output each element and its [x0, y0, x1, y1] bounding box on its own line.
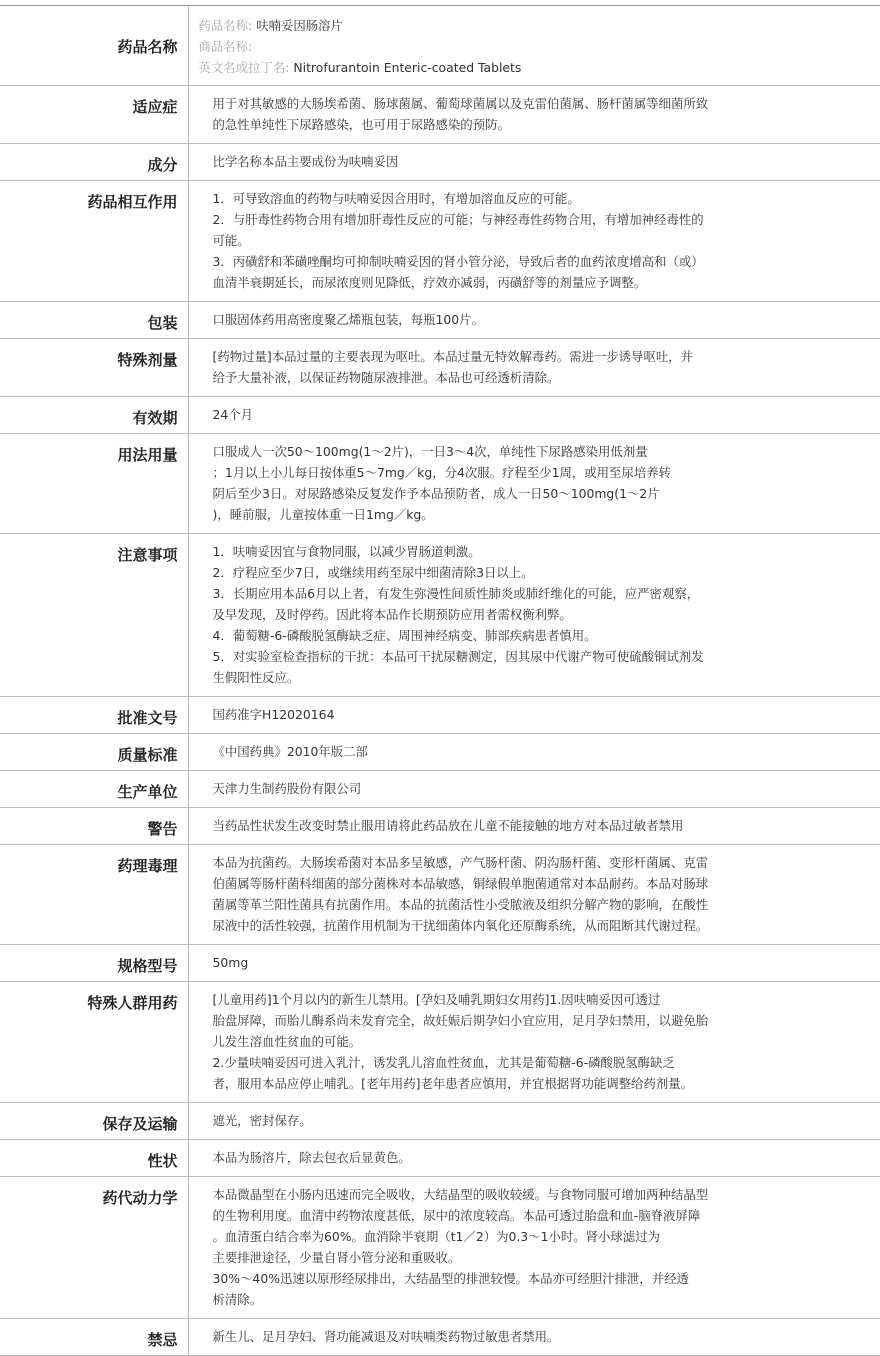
row-indications [0, 86, 880, 144]
label-expiry: 有效期 [0, 397, 188, 434]
value-manufacturer: 天津力生制药股份有限公司 [188, 771, 880, 808]
value-interactions: 1．可导致溶血的药物与呋喃妥因合用时，有增加溶血反应的可能。 2．与肝毒性药物合用有增加肝毒性反应的可能；与神经毒性药物合用，有增加神经毒性的 可能。 3．丙磺舒和苯磺唑酮均可抑制呋喃妥因的肾小管分泌，导致后者的血药浓度增高和（或） 血清半衰期延长，而尿浓度则见降低，疗效亦减弱，丙磺舒等的剂量应予调整。 [188, 181, 880, 302]
value-packaging: 口服固体药用高密度聚乙烯瓶包装，每瓶100片。 [188, 302, 880, 339]
value-appearance: 本品为肠溶片，除去包衣后显黄色。 [188, 1140, 880, 1177]
label-contraindications: 禁忌 [0, 1319, 188, 1356]
label-ingredients: 成分 [0, 144, 188, 181]
label-warning: 警告 [0, 808, 188, 845]
value-storage: 遮光，密封保存。 [188, 1103, 880, 1140]
label-dosage: 用法用量 [0, 434, 188, 534]
value-special-population: [儿童用药]1个月以内的新生儿禁用。[孕妇及哺乳期妇女用药]1.因呋喃妥因可透过 胎盘屏障，而胎儿酶系尚未发育完全，故妊娠后期孕妇小宜应用，足月孕妇禁用，以避免胎 儿发生溶血性贫血的可能。 2.少量呋喃妥因可进入乳汁，诱发乳儿溶血性贫血，尤其是葡萄糖-6-磷酸脱氢酶缺乏 者，服用本品应停止哺乳。[老年用药]老年患者应慎用，并宜根据肾功能调整给药剂量。 [188, 982, 880, 1103]
row-standard [0, 734, 880, 771]
value-contraindications: 新生儿、足月孕妇、肾功能减退及对呋喃类药物过敏患者禁用。 [188, 1319, 880, 1356]
row-overdose [0, 339, 880, 397]
row-warning [0, 808, 880, 845]
value-warning: 当药品性状发生改变时禁止服用请将此药品放在儿童不能接触的地方对本品过敏者禁用 [188, 808, 880, 845]
drug-info-table [0, 5, 880, 1356]
value-standard: 《中国药典》2010年版二部 [188, 734, 880, 771]
label-standard: 质量标准 [0, 734, 188, 771]
trade-name-line [199, 36, 801, 57]
row-drug-name [0, 6, 880, 86]
row-ingredients [0, 144, 880, 181]
label-specification: 规格型号 [0, 945, 188, 982]
value-pharmacology: 本品为抗菌药。大肠埃希菌对本品多呈敏感，产气肠杆菌、阴沟肠杆菌、变形杆菌属、克雷 伯菌属等肠杆菌科细菌的部分菌株对本品敏感，铜绿假单胞菌通常对本品耐药。本品对肠球 菌属等革兰阳性菌具有抗菌作用。本品的抗菌活性小受脓液及组织分解产物的影响，在酸性 尿液中的活性较强，抗菌作用机制为干扰细菌体内氧化还原酶系统，从而阻断其代谢过程。 [188, 845, 880, 945]
generic-name-value: 呋喃妥因肠溶片 [256, 18, 343, 33]
value-overdose: [药物过量]本品过量的主要表现为呕吐。本品过量无特效解毒药。需进一步诱导呕吐，并 给予大量补液，以保证药物随尿液排泄。本品也可经透析清除。 [188, 339, 880, 397]
label-appearance: 性状 [0, 1140, 188, 1177]
value-indications: 用于对其敏感的大肠埃希菌、肠球菌属、葡萄球菌属以及克雷伯菌属、肠杆菌属等细菌所致 的急性单纯性下尿路感染，也可用于尿路感染的预防。 [188, 86, 880, 144]
row-manufacturer [0, 771, 880, 808]
value-ingredients: 比学名称本品主要成份为呋喃妥因 [188, 144, 880, 181]
row-contraindications [0, 1319, 880, 1356]
row-storage [0, 1103, 880, 1140]
value-pharmacokinetics: 本品微晶型在小肠内迅速而完全吸收，大结晶型的吸收较缓。与食物同服可增加两种结晶型 的生物利用度。血清中药物浓度甚低，尿中的浓度较高。本品可透过胎盘和血-脑脊液屏障 。血清蛋白结合率为60%。血消除半衰期（t1／2）为0.3～1小时。肾小球滤过为 主要排泄途径，少量自肾小管分泌和重吸收。 30%～40%迅速以原形经尿排出，大结晶型的排泄较慢。本品亦可经胆汁排泄，并经透 析清除。 [188, 1177, 880, 1319]
value-precautions: 1．呋喃妥因宜与食物同服，以减少胃肠道刺激。 2．疗程应至少7日，或继续用药至尿中细菌清除3日以上。 3．长期应用本品6月以上者，有发生弥漫性间质性肺炎或肺纤维化的可能，应严密观察， 及早发现，及时停药。因此将本品作长期预防应用者需权衡利弊。 4．葡萄糖-6-磷酸脱氢酶缺乏症、周围神经病变、肺部疾病患者慎用。 5．对实验室检查指标的干扰：本品可干扰尿糖测定，因其尿中代谢产物可使硫酸铜试剂发 生假阳性反应。 [188, 534, 880, 697]
label-packaging: 包装 [0, 302, 188, 339]
value-expiry: 24个月 [188, 397, 880, 434]
label-interactions: 药品相互作用 [0, 181, 188, 302]
english-name-value: Nitrofurantoin Enteric-coated Tablets [293, 60, 522, 75]
row-dosage [0, 434, 880, 534]
english-name-key: 英文名或拉丁名: [198, 60, 294, 75]
row-pharmacology [0, 845, 880, 945]
value-drug-name [188, 6, 880, 86]
row-appearance [0, 1140, 880, 1177]
label-indications: 适应症 [0, 86, 188, 144]
label-overdose: 特殊剂量 [0, 339, 188, 397]
row-pharmacokinetics [0, 1177, 880, 1319]
generic-name-line [199, 15, 801, 36]
label-pharmacology: 药理毒理 [0, 845, 188, 945]
row-expiry [0, 397, 880, 434]
generic-name-key: 药品名称: [198, 18, 257, 33]
row-interactions [0, 181, 880, 302]
trade-name-key: 商品名称: [198, 39, 253, 54]
value-dosage: 口服成人一次50～100mg(1～2片)，一日3～4次，单纯性下尿路感染用低剂量 ；1月以上小儿每日按体重5～7mg／kg，分4次服。疗程至少1周，或用至尿培养转 阴后至少3日。对尿路感染反复发作予本品预防者，成人一日50～100mg(1～2片 )，睡前服，儿童按体重一日1mg／kg。 [188, 434, 880, 534]
row-specification [0, 945, 880, 982]
label-manufacturer: 生产单位 [0, 771, 188, 808]
row-approval [0, 697, 880, 734]
value-approval: 国药准字H12020164 [188, 697, 880, 734]
value-specification: 50mg [188, 945, 880, 982]
english-name-line [199, 57, 801, 78]
label-storage: 保存及运输 [0, 1103, 188, 1140]
label-approval: 批准文号 [0, 697, 188, 734]
label-drug-name: 药品名称 [0, 6, 188, 86]
row-precautions [0, 534, 880, 697]
label-precautions: 注意事项 [0, 534, 188, 697]
label-pharmacokinetics: 药代动力学 [0, 1177, 188, 1319]
row-special-population [0, 982, 880, 1103]
row-packaging [0, 302, 880, 339]
label-special-population: 特殊人群用药 [0, 982, 188, 1103]
